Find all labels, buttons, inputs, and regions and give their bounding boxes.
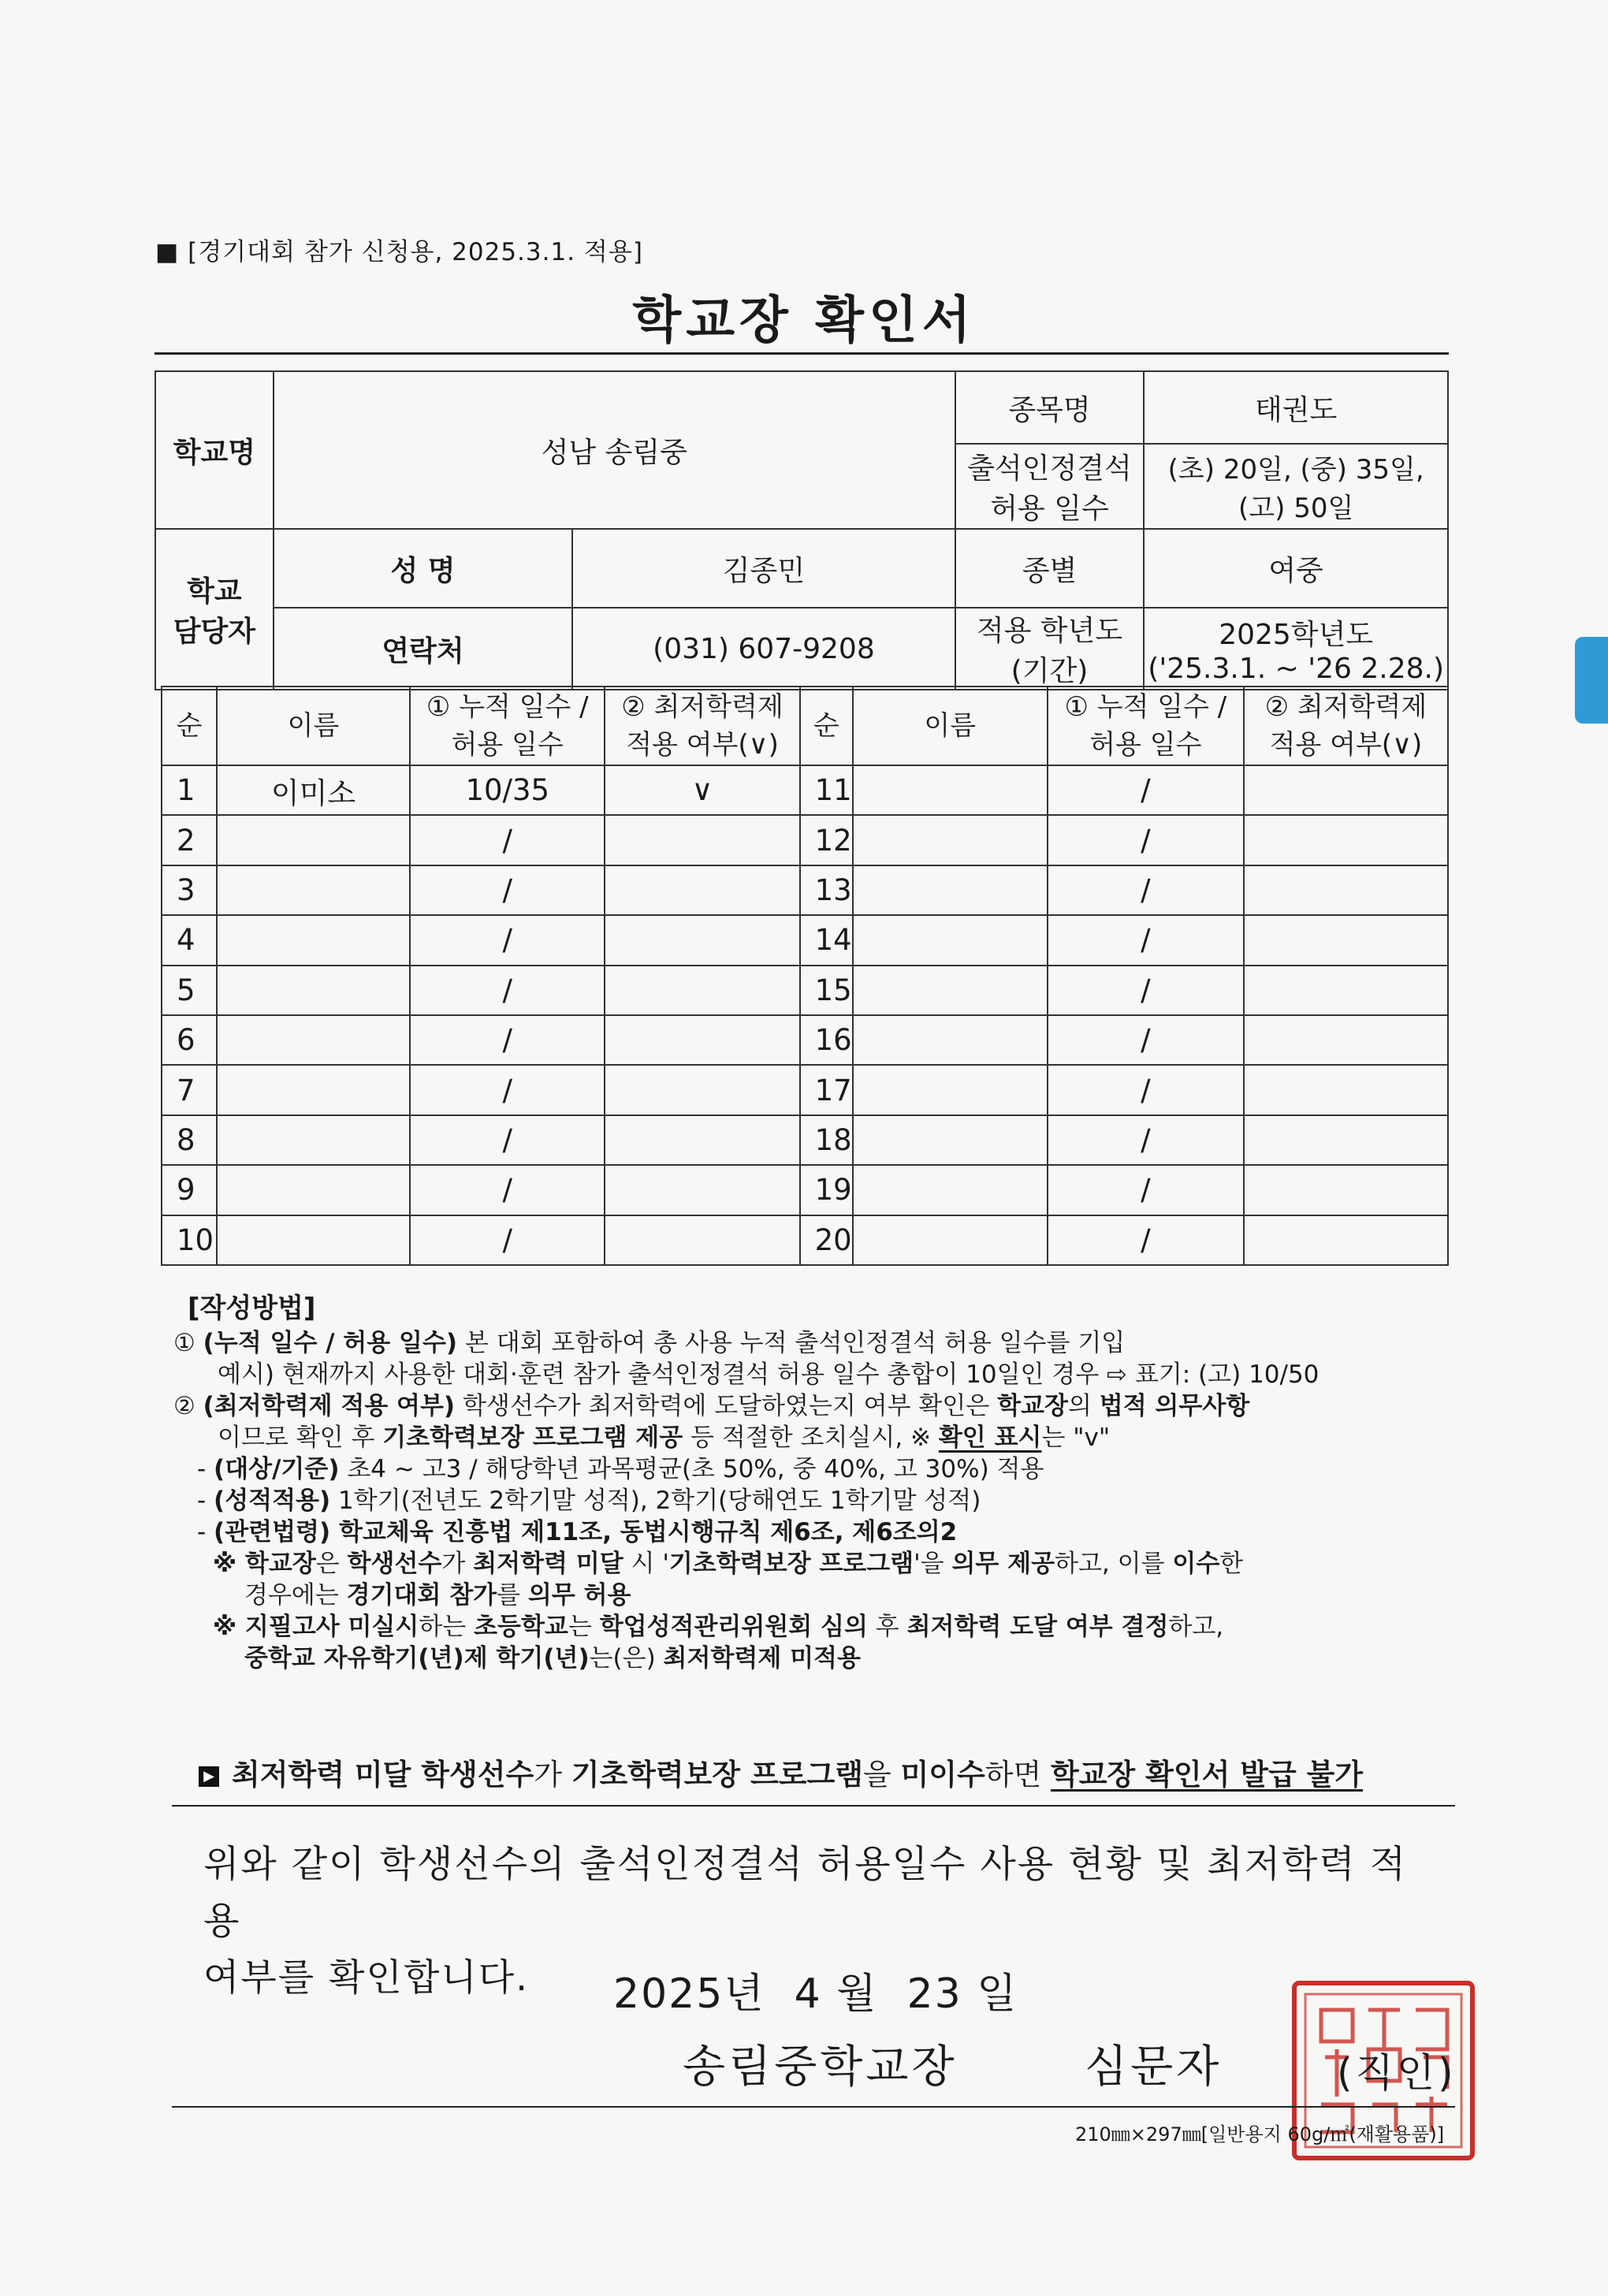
header-min-left: ② 최저학력제 적용 여부(∨) — [605, 687, 799, 765]
row-no-left: 1 — [162, 765, 217, 815]
row-name-right — [853, 1215, 1048, 1265]
top-rule — [154, 352, 1449, 355]
instruction-2-cont: 이므로 확인 후 기초학력보장 프로그램 제공 등 적절한 조치실시, ※ 확인 표시는 "v" — [218, 1423, 1111, 1452]
row-days-left: 10/35 — [410, 765, 605, 815]
row-days-left: / — [410, 966, 605, 1015]
header-days-right: ① 누적 일수 / 허용 일수 — [1048, 687, 1244, 765]
row-check-left: ∨ — [605, 765, 799, 815]
row-name-right — [853, 1165, 1048, 1215]
table-row — [162, 1215, 1448, 1265]
school-label: 학교명 — [155, 371, 274, 529]
row-name-right — [853, 1015, 1048, 1065]
name-label: 성 명 — [274, 529, 572, 608]
signer-title: 송림중학교장 — [683, 2041, 958, 2093]
row-check-left — [605, 1215, 799, 1265]
row-no-left: 8 — [162, 1115, 217, 1165]
page-title: 학교장 확인서 — [632, 292, 976, 350]
table-row — [162, 1015, 1448, 1065]
row-check-left — [605, 1065, 799, 1115]
method-instructions — [173, 1327, 1466, 1674]
seal-label: (직인) — [1337, 2050, 1457, 2096]
row-check-left — [605, 1015, 799, 1065]
row-no-right: 16 — [800, 1015, 853, 1065]
row-name-left — [217, 815, 410, 865]
row-no-right: 12 — [800, 815, 853, 865]
header-min-right: ② 최저학력제 적용 여부(∨) — [1244, 687, 1448, 765]
contact-label: 연락처 — [274, 608, 572, 690]
row-check-right — [1244, 966, 1448, 1015]
instruction-2: ② (최저학력제 적용 여부) 학생선수가 최저학력에 도달하였는지 여부 확인은 학교장의 법적 의무사항 — [173, 1392, 1250, 1420]
header-name-left: 이름 — [217, 687, 410, 765]
signer-name: 심문자 — [1085, 2041, 1223, 2093]
row-check-right — [1244, 865, 1448, 915]
row-name-right — [853, 915, 1048, 965]
row-name-left — [217, 966, 410, 1015]
paper-spec: 210㎜×297㎜[일반용지 60g/㎡(재활용품)] — [1075, 2123, 1445, 2145]
table-row — [162, 1165, 1448, 1215]
row-name-right — [853, 815, 1048, 865]
row-days-left: / — [410, 1165, 605, 1215]
row-name-left — [217, 1215, 410, 1265]
table-row — [162, 1115, 1448, 1165]
row-name-left — [217, 1165, 410, 1215]
row-no-right: 18 — [800, 1115, 853, 1165]
row-name-left — [217, 865, 410, 915]
manager-label: 학교 담당자 — [155, 529, 274, 690]
row-check-left — [605, 815, 799, 865]
row-name-right — [853, 1065, 1048, 1115]
row-name-right — [853, 865, 1048, 915]
row-name-left: 이미소 — [217, 765, 410, 815]
header-no-left: 순 — [162, 687, 217, 765]
row-check-right — [1244, 765, 1448, 815]
row-no-right: 17 — [800, 1065, 853, 1115]
row-no-left: 2 — [162, 815, 217, 865]
table-row — [162, 1065, 1448, 1115]
row-days-right: / — [1048, 1115, 1244, 1165]
row-no-left: 10 — [162, 1215, 217, 1265]
row-days-left: / — [410, 1015, 605, 1065]
row-days-left: / — [410, 815, 605, 865]
method-title: [작성방법] — [188, 1293, 316, 1324]
note-1-cont: 경우에는 경기대회 참가를 의무 허용 — [244, 1581, 631, 1609]
row-check-left — [605, 1115, 799, 1165]
note-2: ※ 지필고사 미실시하는 초등학교는 학업성적관리위원회 심의 후 최저학력 도달 여부 결정하고, — [213, 1613, 1224, 1641]
row-days-left: / — [410, 1065, 605, 1115]
row-name-right — [853, 966, 1048, 1015]
note-1: ※ 학교장은 학생선수가 최저학력 미달 시 '기초학력보장 프로그램'을 의무 제공하고, 이를 이수한 — [213, 1550, 1244, 1578]
row-days-right: / — [1048, 1165, 1244, 1215]
row-days-left: / — [410, 1115, 605, 1165]
row-days-right: / — [1048, 765, 1244, 815]
row-check-right — [1244, 1065, 1448, 1115]
blue-tab-marker — [1575, 637, 1608, 724]
row-no-right: 19 — [800, 1165, 853, 1215]
instruction-1-example: 예시) 현재까지 사용한 대회·훈련 참가 출석인정결석 허용 일수 총합이 10일인 경우 ⇨ 표기: (고) 10/50 — [218, 1360, 1320, 1389]
row-no-right: 13 — [800, 865, 853, 915]
row-days-right: / — [1048, 966, 1244, 1015]
notice-line: ▶ 최저학력 미달 학생선수가 기초학력보장 프로그램을 미이수하면 학교장 확인서 발급 불가 — [199, 1751, 1363, 1793]
row-no-left: 7 — [162, 1065, 217, 1115]
year-value: 2025학년도 ('25.3.1. ~ '26 2.28.) — [1144, 608, 1448, 690]
detail-target: - (대상/기준) 초4 ~ 고3 / 해당학년 과목평균(초 50%, 중 40%, 고 30%) 적용 — [197, 1455, 1044, 1483]
name-value: 김종민 — [572, 529, 955, 608]
row-no-right: 20 — [800, 1215, 853, 1265]
row-days-left: / — [410, 865, 605, 915]
note-2-cont: 중학교 자유학기(년)제 학기(년)는(은) 최저학력제 미적용 — [244, 1644, 861, 1673]
row-days-right: / — [1048, 1015, 1244, 1065]
row-days-right: / — [1048, 815, 1244, 865]
row-check-left — [605, 966, 799, 1015]
detail-law: - (관련법령) 학교체육 진흥법 제11조, 동법시행규칙 제6조, 제6조의2 — [197, 1518, 958, 1546]
row-days-left: / — [410, 915, 605, 965]
bottom-rule — [172, 2106, 1455, 2108]
header-no-right: 순 — [800, 687, 853, 765]
allowed-days-label: 출석인정결석 허용 일수 — [955, 444, 1145, 529]
row-check-right — [1244, 1015, 1448, 1065]
row-name-left — [217, 1065, 410, 1115]
event-value: 태권도 — [1144, 371, 1448, 444]
issue-date: 2025년 4 월 23 일 — [613, 1970, 1018, 2018]
row-check-right — [1244, 1215, 1448, 1265]
row-no-right: 14 — [800, 915, 853, 965]
school-value: 성남 송림중 — [274, 371, 955, 529]
row-days-right: / — [1048, 865, 1244, 915]
event-label: 종목명 — [955, 371, 1145, 444]
gender-label: 종별 — [955, 529, 1145, 608]
row-check-right — [1244, 815, 1448, 865]
row-days-right: / — [1048, 1215, 1244, 1265]
contact-value: (031) 607-9208 — [572, 608, 955, 690]
row-check-right — [1244, 1165, 1448, 1215]
arrow-box-icon: ▶ — [199, 1766, 219, 1787]
row-name-left — [217, 1015, 410, 1065]
row-check-left — [605, 865, 799, 915]
table-row — [162, 865, 1448, 915]
confirm-statement: 위와 같이 학생선수의 출석인정결석 허용일수 사용 현황 및 최저학력 적용 여부를 확인합니다. — [203, 1843, 1408, 2000]
row-no-left: 4 — [162, 915, 217, 965]
row-no-left: 9 — [162, 1165, 217, 1215]
year-label: 적용 학년도 (기간) — [955, 608, 1145, 690]
row-no-left: 3 — [162, 865, 217, 915]
doc-note: ■ [경기대회 참가 신청용, 2025.3.1. 적용] — [155, 238, 643, 266]
student-table — [161, 686, 1449, 1266]
row-no-right: 15 — [800, 966, 853, 1015]
info-table — [154, 370, 1449, 690]
header-name-right: 이름 — [853, 687, 1048, 765]
row-check-left — [605, 1165, 799, 1215]
mid-rule — [172, 1805, 1455, 1807]
row-name-left — [217, 1115, 410, 1165]
gender-value: 여중 — [1144, 529, 1448, 608]
header-days-left: ① 누적 일수 / 허용 일수 — [410, 687, 605, 765]
row-days-right: / — [1048, 915, 1244, 965]
row-days-right: / — [1048, 1065, 1244, 1115]
row-check-right — [1244, 1115, 1448, 1165]
row-name-right — [853, 1115, 1048, 1165]
instruction-1: ① (누적 일수 / 허용 일수) 본 대회 포함하여 총 사용 누적 출석인정결석 허용 일수를 기입 — [173, 1329, 1126, 1357]
allowed-days-value: (초) 20일, (중) 35일, (고) 50일 — [1144, 444, 1448, 529]
row-check-left — [605, 915, 799, 965]
row-no-left: 5 — [162, 966, 217, 1015]
detail-grades: - (성적적용) 1학기(전년도 2학기말 성적), 2학기(당해연도 1학기말 성적) — [197, 1487, 981, 1515]
table-row — [162, 915, 1448, 965]
table-row — [162, 966, 1448, 1015]
row-name-right — [853, 765, 1048, 815]
row-no-right: 11 — [800, 765, 853, 815]
table-row — [162, 765, 1448, 815]
row-name-left — [217, 915, 410, 965]
row-check-right — [1244, 915, 1448, 965]
row-days-left: / — [410, 1215, 605, 1265]
table-row — [162, 815, 1448, 865]
row-no-left: 6 — [162, 1015, 217, 1065]
